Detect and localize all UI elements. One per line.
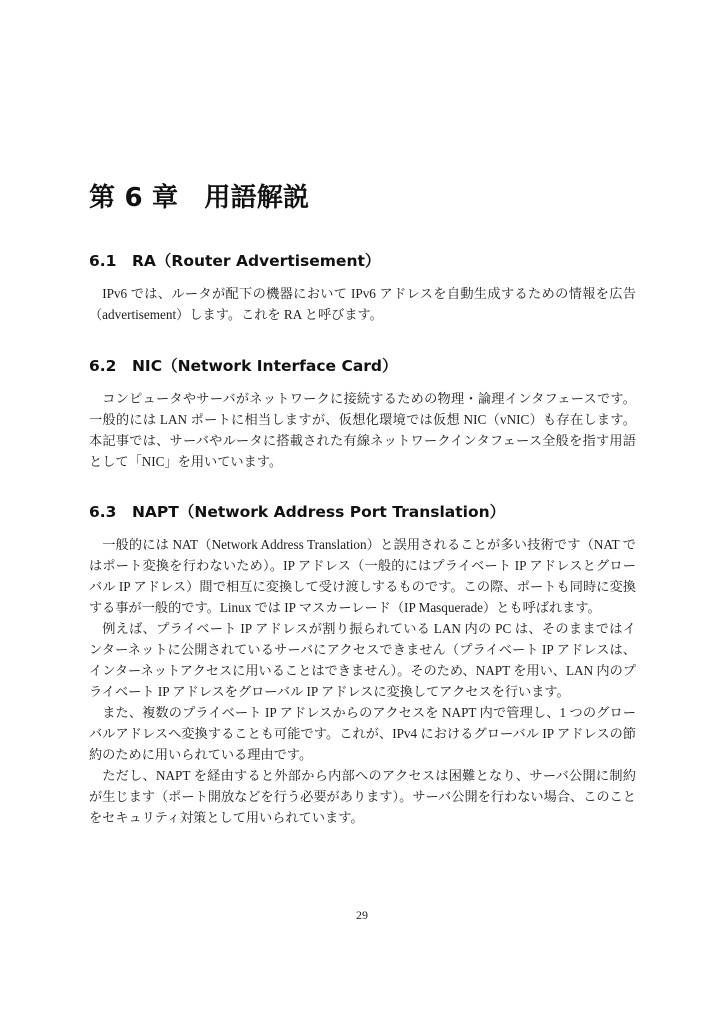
section-heading-ra: 6.1 RA（Router Advertisement）	[89, 252, 381, 270]
section-body-nic	[89, 388, 636, 472]
section-heading-nic: 6.2 NIC（Network Interface Card）	[89, 357, 398, 375]
paragraph: 例えば、プライベート IP アドレスが割り振られている LAN 内の PC は、そのままではインターネットに公開されているサーバにアクセスできません（プライベート IP アドレスは、インターネットアクセスに用いることはできません）。そのため、NAPT を用い、LAN 内のプライベート IP アドレスをグローバル IP アドレスに変換してアクセスを行います。	[89, 620, 636, 699]
section-heading-napt: 6.3 NAPT（Network Address Port Translation）	[89, 503, 506, 521]
section-nic	[89, 357, 636, 472]
page-number: 29	[356, 908, 368, 922]
paragraph: ただし、NAPT を経由すると外部から内部へのアクセスは困難となり、サーバ公開に制約が生じます（ポート開放などを行う必要があります）。サーバ公開を行わない場合、このことをセキュリティ対策として用いられています。	[89, 767, 636, 825]
chapter-title: 第 6 章 用語解説	[89, 183, 310, 214]
section-body-napt	[89, 534, 636, 828]
paragraph: また、複数のプライベート IP アドレスからのアクセスを NAPT 内で管理し、1 つのグローバルアドレスへ変換することも可能です。これが、IPv4 におけるグローバル IP アドレスの節約のために用いられている理由です。	[89, 704, 636, 762]
paragraph: IPv6 では、ルータが配下の機器において IPv6 アドレスを自動生成するための情報を広告（advertisement）します。これを RA と呼びます。	[89, 285, 636, 322]
section-body-ra	[89, 283, 636, 325]
paragraph: コンピュータやサーバがネットワークに接続するための物理・論理インタフェースです。一般的には LAN ポートに相当しますが、仮想化環境では仮想 NIC（vNIC）も存在します。本記事では、サーバやルータに搭載された有線ネットワークインタフェース全般を指す用語として「NIC」を用いています。	[89, 390, 636, 469]
section-ra	[89, 252, 636, 325]
paragraph: 一般的には NAT（Network Address Translation）と誤用されることが多い技術です（NAT ではポート変換を行わないため）。IP アドレス（一般的にはプライベート IP アドレスとグローバル IP アドレス）間で相互に変換して受け渡しするものです。この際、ポートも同時に変換する事が一般的です。Linux では IP マスカーレード（IP Masquerade）とも呼ばれます。	[89, 536, 636, 615]
section-napt	[89, 503, 636, 828]
